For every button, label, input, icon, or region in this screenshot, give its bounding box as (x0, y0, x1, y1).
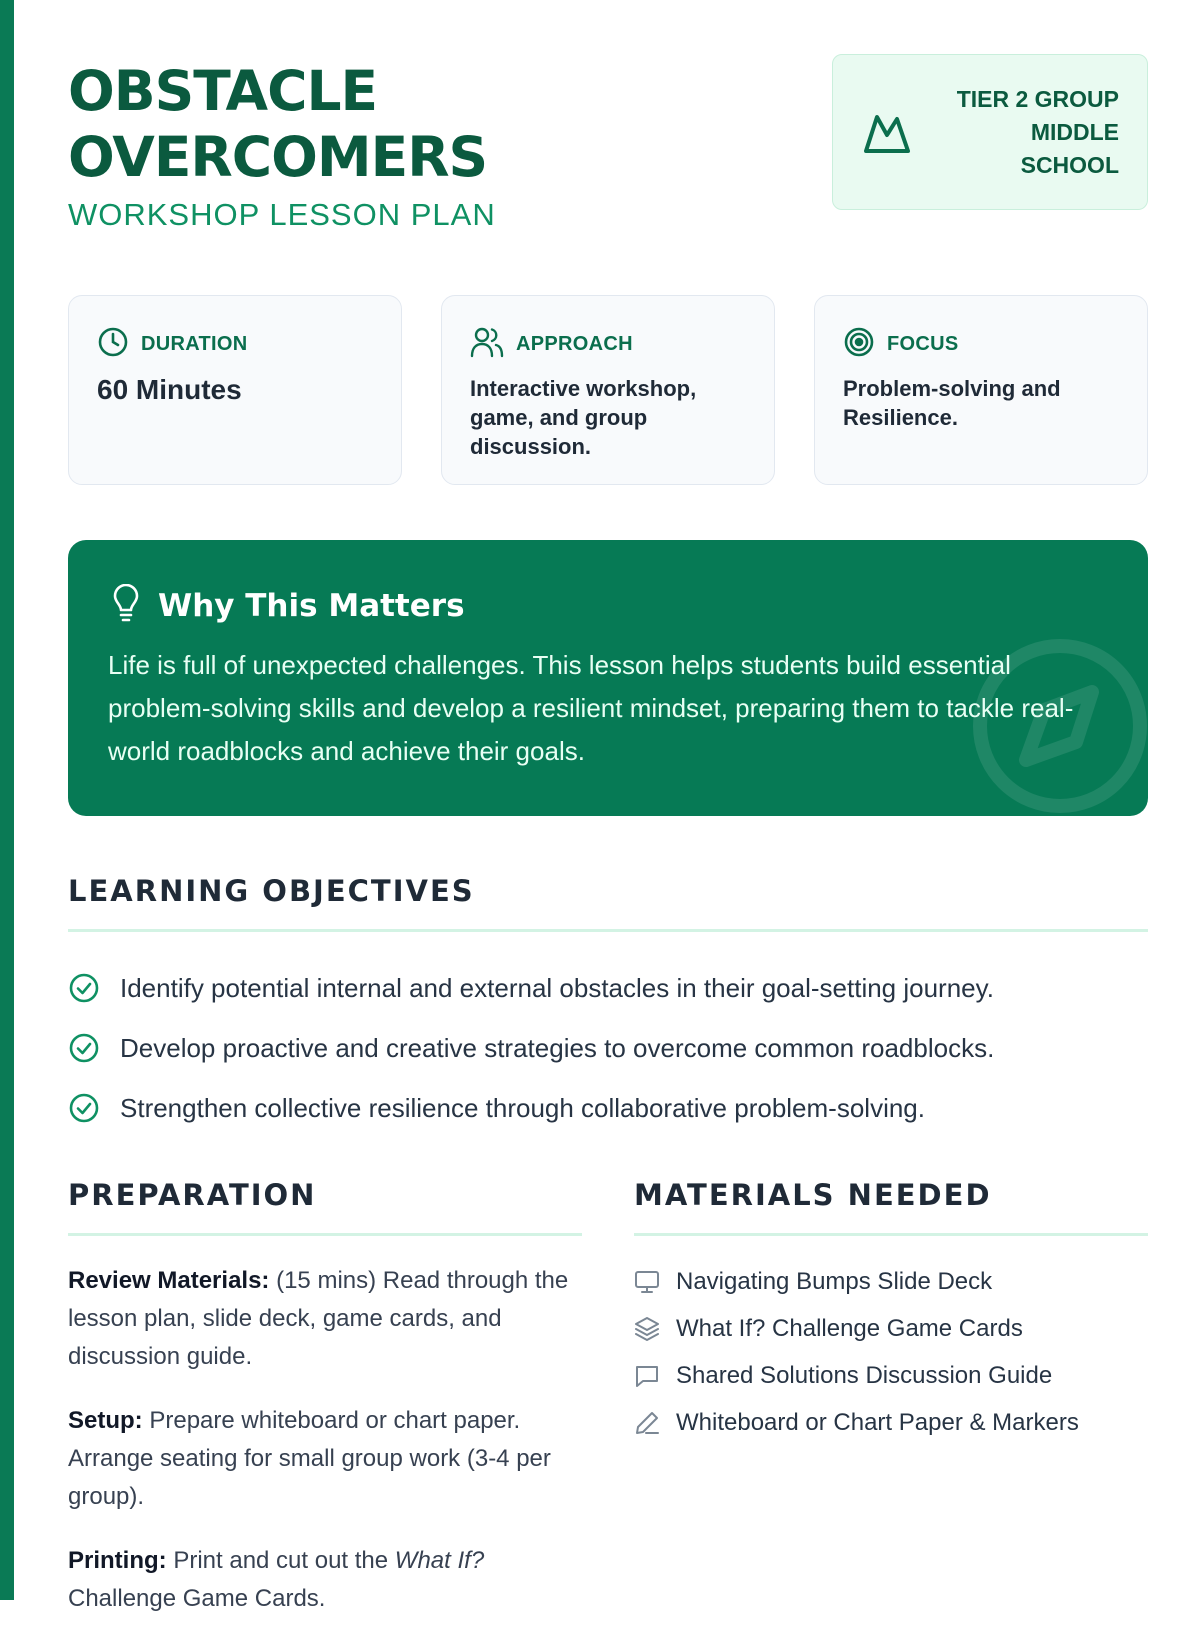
objectives-list (68, 958, 1148, 1138)
monitor-icon (634, 1269, 662, 1295)
objectives-divider (68, 929, 1148, 932)
prep-label: Printing: (68, 1547, 167, 1574)
preparation-divider (68, 1233, 582, 1236)
tier-line-2: MIDDLE (1030, 119, 1119, 145)
title-line-1: OBSTACLE (68, 59, 378, 123)
check-circle-icon (68, 1092, 102, 1124)
card-value: Problem-solving and Resilience. (843, 376, 1061, 430)
check-circle-icon (68, 972, 102, 1004)
tier-line-3: SCHOOL (1020, 152, 1119, 178)
prep-item-review (68, 1262, 588, 1376)
why-title: Why This Matters (158, 587, 465, 624)
left-accent-bar (0, 0, 14, 1600)
list-item (68, 1078, 1148, 1138)
card-value: 60 Minutes (97, 374, 242, 405)
users-icon (470, 326, 504, 363)
list-item (634, 1305, 1079, 1352)
card-header (470, 326, 633, 363)
prep-label: Setup: (68, 1407, 143, 1434)
lightbulb-icon (112, 584, 140, 627)
materials-list (634, 1258, 1079, 1446)
tier-badge (832, 54, 1148, 210)
materials-divider (634, 1233, 1148, 1236)
prep-item-printing (68, 1542, 588, 1618)
info-card-approach (441, 295, 775, 485)
page-subtitle: WORKSHOP LESSON PLAN (68, 197, 496, 232)
info-card-focus (814, 295, 1148, 485)
prep-text: (15 mins) Read through the lesson plan, slide deck, game cards, and discussion guide. (68, 1267, 569, 1370)
why-header (112, 584, 465, 627)
list-item (634, 1352, 1079, 1399)
why-this-matters-panel (68, 540, 1148, 816)
material-text: Whiteboard or Chart Paper & Markers (676, 1408, 1079, 1436)
card-value: Interactive workshop, game, and group discussion. (470, 376, 697, 459)
material-text: Shared Solutions Discussion Guide (676, 1361, 1053, 1389)
clock-icon (97, 326, 129, 363)
prep-text: Print and cut out the (166, 1547, 395, 1574)
card-header (97, 326, 247, 363)
card-label: DURATION (141, 333, 248, 355)
material-text: Navigating Bumps Slide Deck (676, 1267, 993, 1295)
list-item (634, 1258, 1079, 1305)
why-text: Life is full of unexpected challenges. This lesson helps students build essential problem-solving skills and develop a resilient mindset, preparing them to tackle real-world roadblocks and achieve their goals. (108, 650, 1074, 766)
tier-text (919, 83, 1119, 182)
list-item (68, 958, 1148, 1018)
material-text: What If? Challenge Game Cards (676, 1314, 1023, 1342)
page-title (68, 58, 487, 190)
list-item (68, 1018, 1148, 1078)
check-circle-icon (68, 1032, 102, 1064)
materials-title: MATERIALS NEEDED (634, 1178, 992, 1212)
prep-item-setup (68, 1402, 588, 1516)
mountain-icon (863, 111, 911, 160)
info-card-duration (68, 295, 402, 485)
layers-icon (634, 1316, 662, 1342)
title-line-2: OVERCOMERS (68, 125, 488, 189)
preparation-title: PREPARATION (68, 1178, 317, 1212)
tier-line-1: TIER 2 GROUP (956, 86, 1119, 112)
card-label: FOCUS (887, 333, 959, 355)
pen-icon (634, 1410, 662, 1436)
message-square-icon (634, 1363, 662, 1389)
prep-label: Review Materials: (68, 1267, 270, 1294)
prep-text: Prepare whiteboard or chart paper. Arrange seating for small group work (3-4 per group). (68, 1407, 551, 1510)
prep-text-after: Challenge Game Cards. (68, 1585, 326, 1612)
card-header (843, 326, 959, 363)
prep-emphasis: What If? (394, 1547, 485, 1574)
target-icon (843, 326, 875, 363)
card-label: APPROACH (516, 333, 633, 355)
list-item (634, 1399, 1079, 1446)
objective-text: Identify potential internal and external obstacles in their goal-setting journey. (120, 972, 994, 1003)
objectives-title: LEARNING OBJECTIVES (68, 874, 475, 908)
preparation-list (68, 1262, 588, 1644)
objective-text: Develop proactive and creative strategies to overcome common roadblocks. (120, 1032, 995, 1063)
objective-text: Strengthen collective resilience through collaborative problem-solving. (120, 1092, 925, 1123)
